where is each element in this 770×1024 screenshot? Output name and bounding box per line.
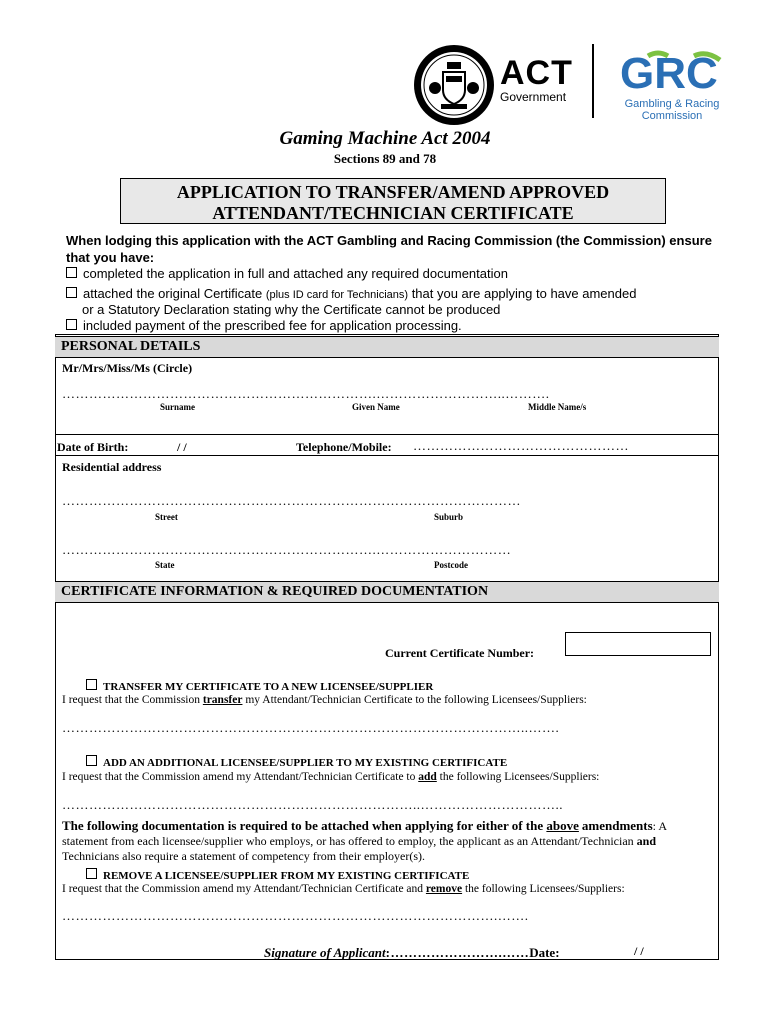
divider (55, 434, 719, 435)
doc-req-amendments: amendments (581, 818, 653, 833)
grc-caption-line2: Commission (641, 110, 703, 122)
checkbox[interactable] (86, 868, 97, 879)
checklist-item-fee (66, 318, 726, 334)
text: the following Licensees/Suppliers: (462, 883, 625, 895)
add-title: ADD AN ADDITIONAL LICENSEE/SUPPLIER TO MY EXISTING CERTIFICATE (103, 757, 508, 769)
form-title-line2: ATTENDANT/TECHNICIAN CERTIFICATE (212, 203, 574, 223)
middle-names-label: Middle Name/s (528, 402, 587, 412)
current-certificate-input[interactable] (565, 632, 711, 656)
suburb-label: Suburb (434, 512, 464, 522)
divider (55, 455, 719, 456)
title-label: Mr/Mrs/Miss/Ms (Circle) (62, 361, 193, 375)
address-line1-field[interactable]: ………………………………………………………………………………………… (62, 493, 521, 508)
checkbox[interactable] (86, 679, 97, 690)
add-option (86, 755, 507, 769)
add-keyword: add (418, 771, 437, 783)
grc-logo-letters: GRC (620, 49, 718, 94)
checklist-text: attached the original Certificate (83, 286, 266, 301)
text: my Attendant/Technician Certificate to the following Licensees/Suppliers: (242, 694, 587, 706)
act-crest-logo (413, 44, 495, 126)
state-label: State (155, 560, 175, 570)
surname-label: Surname (160, 402, 196, 412)
address-line2-field[interactable]: …………………………………………………………….………………………… (62, 542, 512, 557)
act-logo-subtitle: Government (500, 90, 567, 104)
checklist-text-small: (plus ID card for Technicians) (265, 289, 409, 301)
transfer-title: TRANSFER MY CERTIFICATE TO A NEW LICENSEE/SUPPLIER (103, 681, 434, 693)
transfer-field[interactable]: …………………………………………………………………………………………..……. (62, 720, 560, 735)
checklist-item-complete (66, 266, 726, 282)
checkbox[interactable] (66, 267, 77, 278)
doc-req-above: above (546, 818, 579, 833)
date-label: Date: (529, 945, 560, 960)
text: I request that the Commission amend my Attendant/Technician Certificate and (62, 883, 426, 895)
personal-details-heading: PERSONAL DETAILS (55, 336, 719, 358)
signature-row (264, 944, 560, 962)
text: I request that the Commission (62, 694, 203, 706)
checkbox[interactable] (86, 755, 97, 766)
checklist-item-certificate (66, 286, 726, 303)
act-logo-text: ACT (500, 54, 573, 92)
form-title (120, 178, 666, 224)
checkbox[interactable] (66, 319, 77, 330)
current-certificate-label: Current Certificate Number: (385, 646, 535, 660)
grc-caption-line1: Gambling & Racing (624, 98, 720, 110)
checklist-text: completed the application in full and attached any required documentation (83, 266, 508, 281)
street-label: Street (155, 512, 178, 522)
name-field[interactable]: …………………………………………………………….………………………..………. (62, 386, 550, 401)
checkbox[interactable] (66, 287, 77, 298)
signature-label: Signature of Applicant (264, 945, 386, 960)
logo-divider (592, 44, 594, 118)
checklist-item-certificate-cont: or a Statutory Declaration stating why the Certificate cannot be produced (82, 302, 501, 317)
form-title-line1: APPLICATION TO TRANSFER/AMEND APPROVED (176, 182, 610, 202)
act-sections: Sections 89 and 78 (333, 151, 437, 166)
signature-field[interactable]: :…………………….…… (385, 945, 530, 960)
grc-logo-caption (620, 98, 724, 122)
remove-text (62, 883, 625, 895)
doc-req-text2: Technicians also require a statement of competency from their employer(s). (62, 849, 426, 863)
transfer-text (62, 694, 587, 706)
certificate-heading: CERTIFICATE INFORMATION & REQUIRED DOCUMENTATION (55, 581, 719, 603)
remove-keyword: remove (425, 883, 463, 895)
text: the following Licensees/Suppliers: (436, 771, 600, 783)
remove-field[interactable]: …………………………………………………………………………………….……. (62, 908, 529, 923)
remove-option (86, 868, 469, 882)
act-name: Gaming Machine Act 2004 (279, 128, 491, 149)
phone-field[interactable]: ………………………………………… (413, 438, 629, 453)
add-text (62, 771, 599, 783)
dob-field[interactable]: / / (177, 440, 187, 454)
text: I request that the Commission amend my Attendant/Technician Certificate to (62, 771, 419, 783)
remove-title: REMOVE A LICENSEE/SUPPLIER FROM MY EXISTING CERTIFICATE (103, 870, 470, 882)
doc-req-and: and (636, 834, 656, 848)
address-label: Residential address (62, 460, 162, 474)
grc-logo (620, 48, 724, 94)
date-field[interactable]: / / (634, 944, 644, 958)
add-field[interactable]: ……………………………………………………………………..………………………….. (62, 797, 563, 812)
doc-req-heading: The following documentation is required to be attached when applying for either of the (62, 818, 547, 833)
phone-label: Telephone/Mobile: (296, 440, 392, 454)
intro-lead: When lodging this application with the ACT Gambling and Racing Commission (the Commission) ensure that you have: (66, 233, 712, 265)
postcode-label: Postcode (434, 560, 468, 570)
checklist-text: included payment of the prescribed fee for application processing. (83, 318, 462, 333)
checklist-text: that you are applying to have amended (408, 286, 637, 301)
documentation-requirement (62, 818, 712, 864)
given-name-label: Given Name (352, 402, 400, 412)
dob-label: Date of Birth: (57, 440, 129, 454)
doc-req-text: : A statement from each licensee/supplier who employs, or has offered to employ, the applicant as an Attendant/Technician (62, 819, 667, 848)
transfer-option (86, 679, 433, 693)
transfer-keyword: transfer (202, 694, 243, 706)
